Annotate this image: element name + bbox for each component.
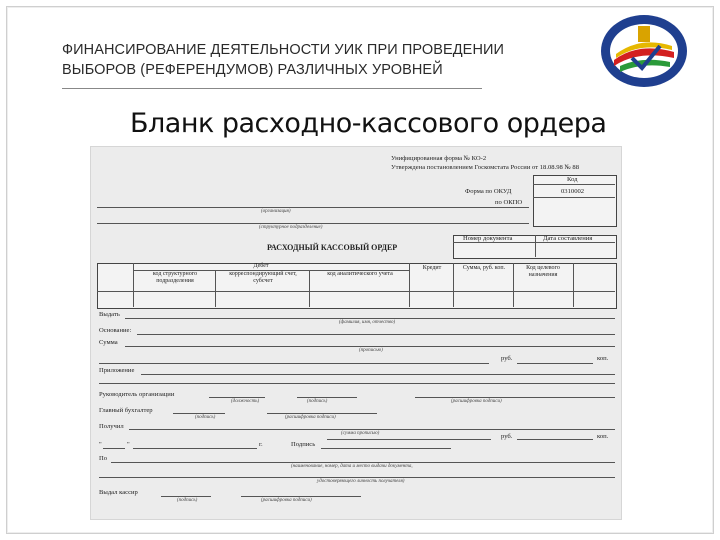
dept-caption: (структурное подразделение) [259, 225, 323, 230]
debit-header: Дебет [253, 263, 269, 269]
col-purpose-header: Код целевого назначения [526, 265, 560, 278]
amount-label: Сумма [99, 339, 118, 346]
signature-caption-3: (подпись) [177, 498, 198, 503]
position-caption: (должность) [231, 399, 260, 404]
election-commission-logo [598, 12, 690, 90]
fio-caption: (фамилия, имя, отчество) [339, 320, 396, 325]
col-struct-header: код структурного подразделения [152, 271, 198, 284]
cash-order-form [90, 146, 622, 520]
head-label: Руководитель организации [99, 391, 175, 398]
col-sum-header: Сумма, руб. коп. [462, 265, 506, 271]
rub-label-1: руб. [501, 355, 513, 362]
header-line-2: ВЫБОРОВ (РЕФЕРЕНДУМОВ) РАЗЛИЧНЫХ УРОВНЕЙ [62, 62, 443, 78]
okpo-label: по ОКПО [495, 199, 523, 206]
doc-title: РАСХОДНЫЙ КАССОВЫЙ ОРДЕР [267, 243, 398, 252]
signature-label: Подпись [291, 441, 316, 448]
attachment-label: Приложение [99, 367, 135, 374]
approved-label: Утверждена постановлением Госкомстата России от 18.08.98 № 88 [391, 164, 580, 171]
sig-decode-caption-1: (расшифровка подписи) [451, 399, 502, 404]
id-caption-2: удостоверяющего личность получателя) [317, 479, 405, 484]
date-close-quote: " [127, 441, 130, 448]
received-label: Получил [99, 423, 124, 430]
words-caption: (прописью) [359, 348, 383, 353]
header-divider [62, 88, 482, 89]
okud-value: 0310002 [561, 188, 585, 195]
kop-label-2: коп. [597, 433, 609, 440]
chief-acc-label: Главный бухгалтер [99, 407, 153, 414]
slide-title: Бланк расходно-кассового ордера [130, 108, 607, 139]
unified-form-label: Унифицированная форма № КО-2 [391, 155, 487, 162]
date-open-quote: " [99, 441, 102, 448]
doc-number-label: Номер документа [463, 235, 513, 242]
col-analytic-header: код аналитического учета [327, 271, 393, 277]
header-line-1: ФИНАНСИРОВАНИЕ ДЕЯТЕЛЬНОСТИ УИК ПРИ ПРОВЕДЕНИИ [62, 42, 505, 58]
credit-header: Кредит [422, 265, 442, 271]
by-label: По [99, 455, 108, 462]
cashier-label: Выдал кассир [99, 489, 138, 496]
col-corr-header: корреспондирующий счет, субсчет [229, 271, 297, 284]
sig-decode-caption-3: (расшифровка подписи) [261, 498, 312, 503]
slide-header [62, 40, 562, 80]
sig-decode-caption-2: (расшифровка подписи) [285, 415, 336, 420]
year-label: г. [259, 441, 263, 448]
code-label: Код [567, 176, 578, 183]
sum-words-caption: (сумма прописью) [341, 431, 380, 436]
doc-date-label: Дата составления [543, 235, 593, 242]
id-caption-1: (наименование, номер, дата и место выдачи документа, [291, 464, 413, 469]
signature-caption-1: (подпись) [307, 399, 328, 404]
issue-label: Выдать [99, 311, 120, 318]
signature-caption-2: (подпись) [195, 415, 216, 420]
kop-label-1: коп. [597, 355, 609, 362]
okud-label: Форма по ОКУД [465, 188, 512, 195]
basis-label: Основание: [99, 327, 132, 334]
rub-label-2: руб. [501, 433, 513, 440]
org-caption: (организация) [261, 209, 291, 214]
